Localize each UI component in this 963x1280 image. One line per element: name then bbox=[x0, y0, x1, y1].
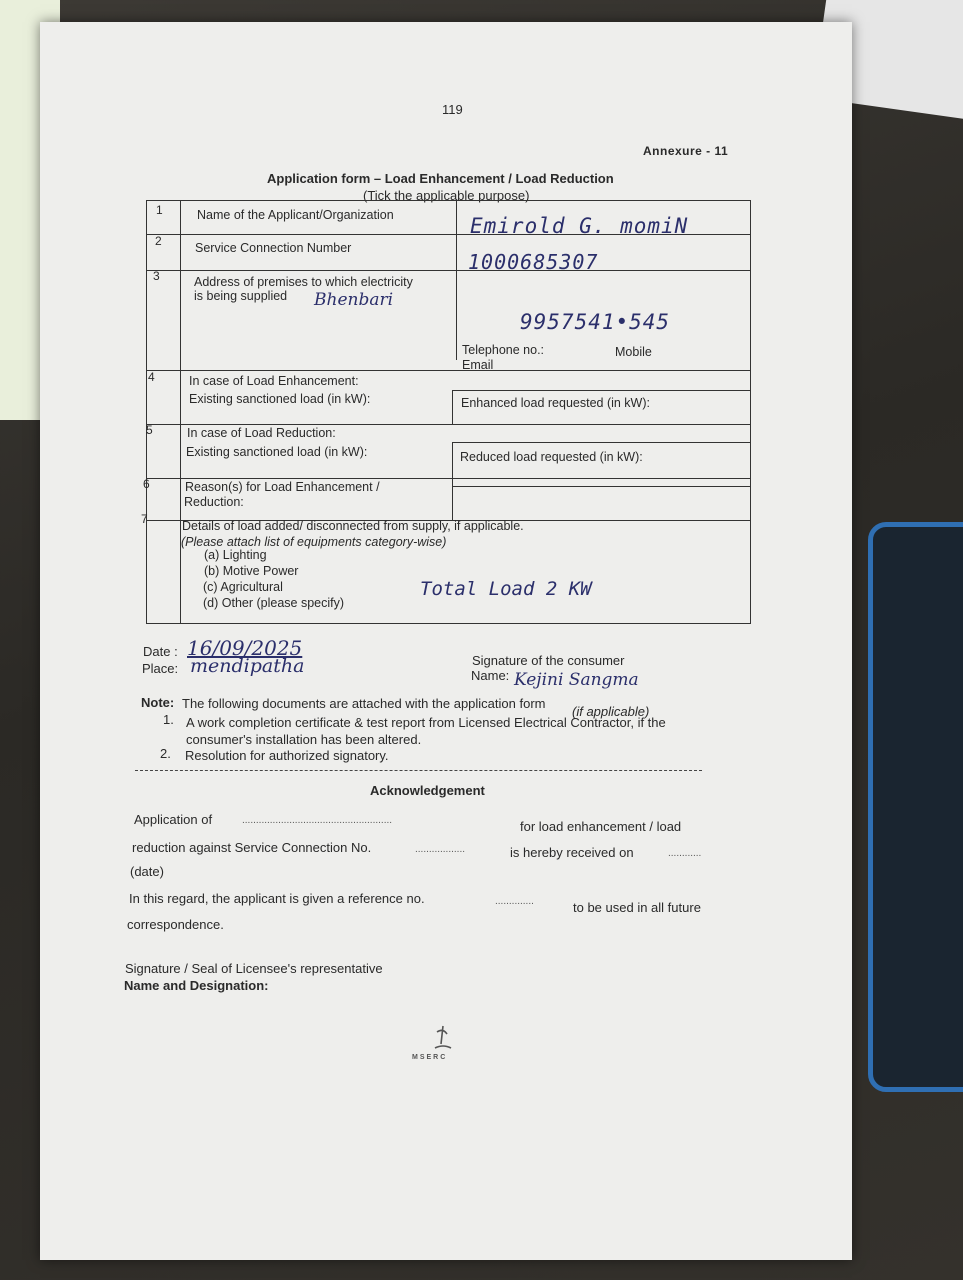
place-value: mendipatha bbox=[190, 655, 305, 677]
row-number: 6 bbox=[143, 477, 150, 491]
load-reduction-heading: In case of Load Reduction: bbox=[187, 426, 336, 440]
consumer-name-value: Kejini Sangma bbox=[514, 670, 639, 690]
mserc-logo-icon bbox=[423, 1022, 463, 1052]
ack-text: reduction against Service Connection No. bbox=[132, 840, 372, 855]
category-other: (d) Other (please specify) bbox=[203, 596, 345, 610]
background-phone bbox=[868, 522, 963, 1092]
ack-blank: .............. bbox=[495, 896, 534, 907]
annexure-label: Annexure - 11 bbox=[643, 144, 729, 158]
row-divider bbox=[452, 442, 751, 443]
separator-dashed bbox=[135, 770, 702, 771]
acknowledgement-title: Acknowledgement bbox=[370, 783, 485, 798]
note-italic: (if applicable) bbox=[572, 704, 650, 719]
form-title: Application form – Load Enhancement / Load Reduction bbox=[267, 171, 614, 186]
ack-text: Application of bbox=[134, 812, 213, 827]
value-column-divider-r5r6 bbox=[452, 442, 453, 520]
note-text: The following documents are attached with the application form bbox=[182, 696, 546, 711]
ack-text: to be used in all future bbox=[573, 900, 701, 915]
email-label: Email bbox=[462, 358, 494, 372]
form-subtitle: (Tick the applicable purpose) bbox=[363, 188, 530, 203]
load-enhancement-heading: In case of Load Enhancement: bbox=[189, 374, 359, 388]
ack-text: (date) bbox=[130, 864, 164, 879]
row-divider bbox=[146, 370, 751, 371]
load-details-line2: (Please attach list of equipments category-wise) bbox=[181, 535, 447, 549]
service-connection-label: Service Connection Number bbox=[195, 241, 352, 255]
note-item-2: Resolution for authorized signatory. bbox=[185, 748, 389, 763]
page-number: 119 bbox=[442, 102, 463, 117]
row-number: 5 bbox=[146, 423, 153, 437]
row-number: 7 bbox=[141, 512, 148, 526]
ack-blank: ............ bbox=[668, 848, 702, 859]
mobile-label: Mobile bbox=[615, 345, 652, 359]
ack-text: correspondence. bbox=[127, 917, 224, 932]
enhanced-load-label: Enhanced load requested (in kW): bbox=[461, 396, 650, 410]
category-agricultural: (c) Agricultural bbox=[203, 580, 283, 594]
note-item-number: 2. bbox=[160, 746, 171, 761]
service-connection-value: 1000685307 bbox=[468, 250, 599, 274]
note-item-1-line1: A work completion certificate & test report from Licensed Electrical Contractor, if the bbox=[186, 715, 666, 730]
applicant-name-value: Emirold G. momiN bbox=[470, 214, 689, 238]
applicant-name-label: Name of the Applicant/Organization bbox=[197, 208, 394, 222]
existing-load-label: Existing sanctioned load (in kW): bbox=[186, 445, 368, 459]
ack-text: is hereby received on bbox=[510, 845, 634, 860]
load-details-line1: Details of load added/ disconnected from supply, if applicable. bbox=[182, 519, 524, 533]
place-label: Place: bbox=[142, 661, 179, 676]
ack-blank: .................. bbox=[415, 844, 466, 855]
row-divider bbox=[146, 478, 751, 479]
row-divider bbox=[146, 424, 751, 425]
ack-text: for load enhancement / load bbox=[520, 819, 682, 834]
ack-blank: ...................................................... bbox=[242, 815, 393, 826]
mobile-number-value: 9957541•545 bbox=[520, 310, 671, 334]
category-lighting: (a) Lighting bbox=[204, 548, 267, 562]
reduced-load-label: Reduced load requested (in kW): bbox=[460, 450, 643, 464]
note-item-number: 1. bbox=[163, 712, 174, 727]
date-label: Date : bbox=[143, 644, 178, 659]
date-value: 16/09/2025 bbox=[187, 636, 303, 660]
note-label: Note: bbox=[141, 695, 175, 710]
name-designation-label: Name and Designation: bbox=[124, 978, 269, 993]
row-number: 1 bbox=[156, 203, 163, 217]
row-divider bbox=[452, 486, 751, 487]
reason-label-line1: Reason(s) for Load Enhancement / bbox=[185, 480, 380, 494]
value-column-divider-r4 bbox=[452, 390, 453, 424]
address-label-line1: Address of premises to which electricity bbox=[194, 275, 413, 289]
num-column-divider bbox=[180, 200, 181, 624]
form-paper bbox=[40, 22, 852, 1260]
row-number: 3 bbox=[153, 269, 160, 283]
category-motive-power: (b) Motive Power bbox=[204, 564, 299, 578]
ack-text: In this regard, the applicant is given a reference no. bbox=[129, 891, 425, 906]
total-load-value: Total Load 2 KW bbox=[420, 578, 592, 600]
consumer-signature-label: Signature of the consumer bbox=[472, 653, 625, 668]
footer-logo-text: MSERC bbox=[412, 1054, 448, 1061]
value-column-divider-top bbox=[456, 200, 457, 360]
note-item-1-line2: consumer's installation has been altered. bbox=[186, 732, 422, 747]
row-number: 4 bbox=[148, 370, 155, 384]
address-value: Bhenbari bbox=[314, 290, 394, 310]
row-divider bbox=[452, 390, 751, 391]
telephone-label: Telephone no.: bbox=[462, 343, 545, 357]
row-divider bbox=[146, 270, 751, 271]
row-number: 2 bbox=[155, 234, 162, 248]
reason-label-line2: Reduction: bbox=[184, 495, 244, 509]
consumer-name-label: Name: bbox=[471, 668, 510, 683]
licensee-signature-label: Signature / Seal of Licensee's representative bbox=[125, 961, 383, 976]
address-label-line2: is being supplied bbox=[194, 289, 288, 303]
existing-load-label: Existing sanctioned load (in kW): bbox=[189, 392, 371, 406]
